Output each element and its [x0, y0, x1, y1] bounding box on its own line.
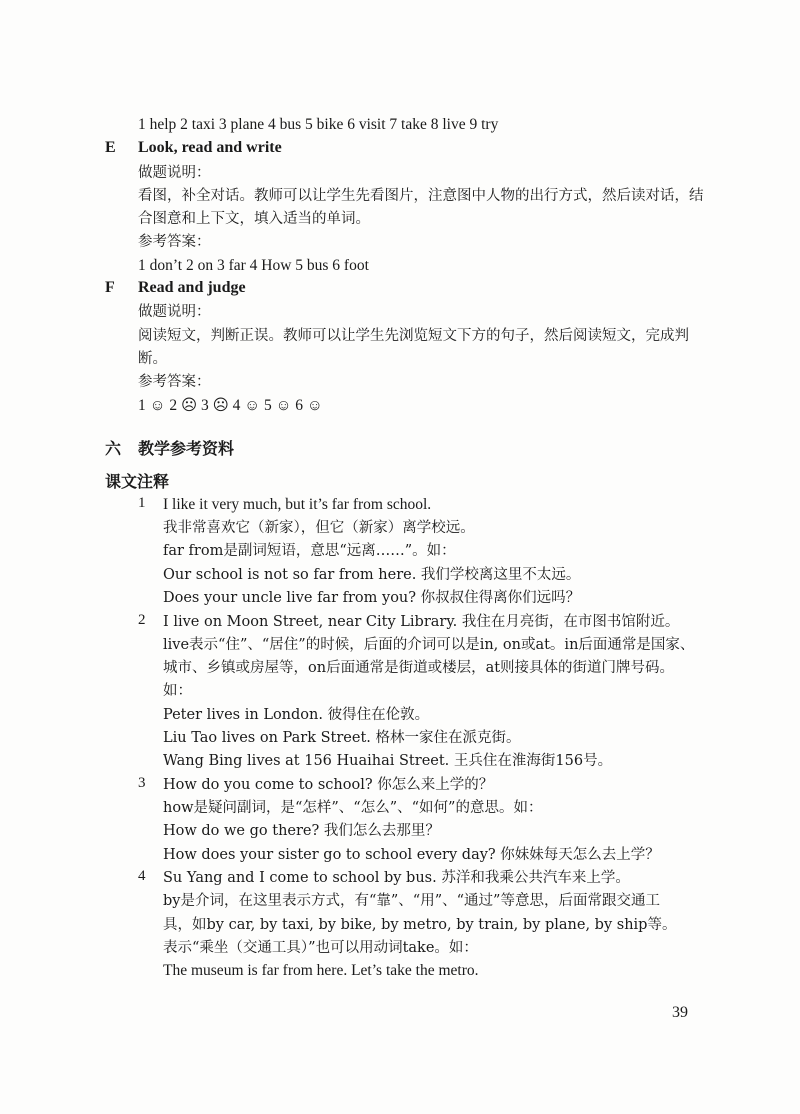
- note-line: how是疑问副词，是“怎样”、“怎么”、“如何”的意思。如：: [163, 800, 543, 816]
- note-line: Wang Bing lives at 156 Huaihai Street. 王兵住在淮海街156号。: [163, 753, 613, 769]
- note-line: How do we go there? 我们怎么去那里？: [163, 823, 440, 839]
- section-f-answer-label: 参考答案：: [138, 374, 211, 390]
- section-e-note-line1: 看图，补全对话。教师可以让学生先看图片，注意图中人物的出行方式，然后读对话，结: [138, 188, 704, 204]
- notes-heading: 课文注释: [105, 472, 170, 491]
- note-line: The museum is far from here. Let’s take the metro.: [163, 962, 479, 979]
- section-e-note-line2: 合图意和上下文，填入适当的单词。: [138, 211, 370, 227]
- note-line: 具，如by car, by taxi, by bike, by metro, by train, by plane, by ship等。: [163, 917, 677, 933]
- note-line: Su Yang and I come to school by bus. 苏洋和我乘公共汽车来上学。: [163, 870, 630, 886]
- section-f-title: Read and judge: [138, 279, 246, 296]
- section-f-answers: 1 ☺ 2 ☹ 3 ☹ 4 ☺ 5 ☺ 6 ☺: [138, 397, 323, 414]
- note-line: Does your uncle live far from you? 你叔叔住得离你们远吗？: [163, 590, 581, 606]
- note-number: 2: [138, 612, 146, 628]
- note-line: I like it very much, but it’s far from school.: [163, 496, 432, 513]
- section-f-letter: F: [105, 279, 115, 296]
- note-line: 我非常喜欢它（新家），但它（新家）离学校远。: [163, 520, 475, 536]
- d-answers: 1 help 2 taxi 3 plane 4 bus 5 bike 6 visit 7 take 8 live 9 try: [138, 116, 499, 133]
- section-f-note-line2: 断。: [138, 351, 167, 367]
- note-number: 4: [138, 868, 146, 884]
- page-number: 39: [672, 1004, 688, 1021]
- note-line: far from是副词短语，意思“远离……”。如：: [163, 543, 456, 559]
- note-line: 如：: [163, 683, 192, 699]
- note-line: live表示“住”、“居住”的时候，后面的介词可以是in, on或at。in后面通常是国家、: [163, 637, 695, 653]
- note-line: by是介词，在这里表示方式，有“靠”、“用”、“通过”等意思，后面常跟交通工: [163, 893, 660, 909]
- section-six-number: 六: [105, 439, 122, 458]
- section-e-title: Look, read and write: [138, 139, 282, 156]
- section-f-note-line1: 阅读短文，判断正误。教师可以让学生先浏览短文下方的句子，然后阅读短文，完成判: [138, 328, 689, 344]
- section-e-note-label: 做题说明：: [138, 165, 211, 181]
- note-line: Peter lives in London. 彼得住在伦敦。: [163, 707, 430, 723]
- note-number: 3: [138, 775, 146, 791]
- note-number: 1: [138, 495, 146, 511]
- note-line: How does your sister go to school every day? 你妹妹每天怎么去上学？: [163, 847, 660, 863]
- note-line: How do you come to school? 你怎么来上学的？: [163, 777, 494, 793]
- note-line: Our school is not so far from here. 我们学校离这里不太远。: [163, 567, 581, 583]
- note-line: 表示“乘坐（交通工具）”也可以用动词take。如：: [163, 940, 478, 956]
- note-line: I live on Moon Street, near City Library. 我住在月亮街，在市图书馆附近。: [163, 614, 680, 630]
- section-six-title: 教学参考资料: [138, 439, 235, 458]
- note-line: 城市、乡镇或房屋等，on后面通常是街道或楼层，at则接具体的街道门牌号码。: [163, 660, 675, 676]
- section-e-answers: 1 don’t 2 on 3 far 4 How 5 bus 6 foot: [138, 257, 369, 274]
- section-f-note-label: 做题说明：: [138, 304, 211, 320]
- note-line: Liu Tao lives on Park Street. 格林一家住在派克街。: [163, 730, 521, 746]
- section-e-answer-label: 参考答案：: [138, 234, 211, 250]
- section-e-letter: E: [105, 139, 116, 156]
